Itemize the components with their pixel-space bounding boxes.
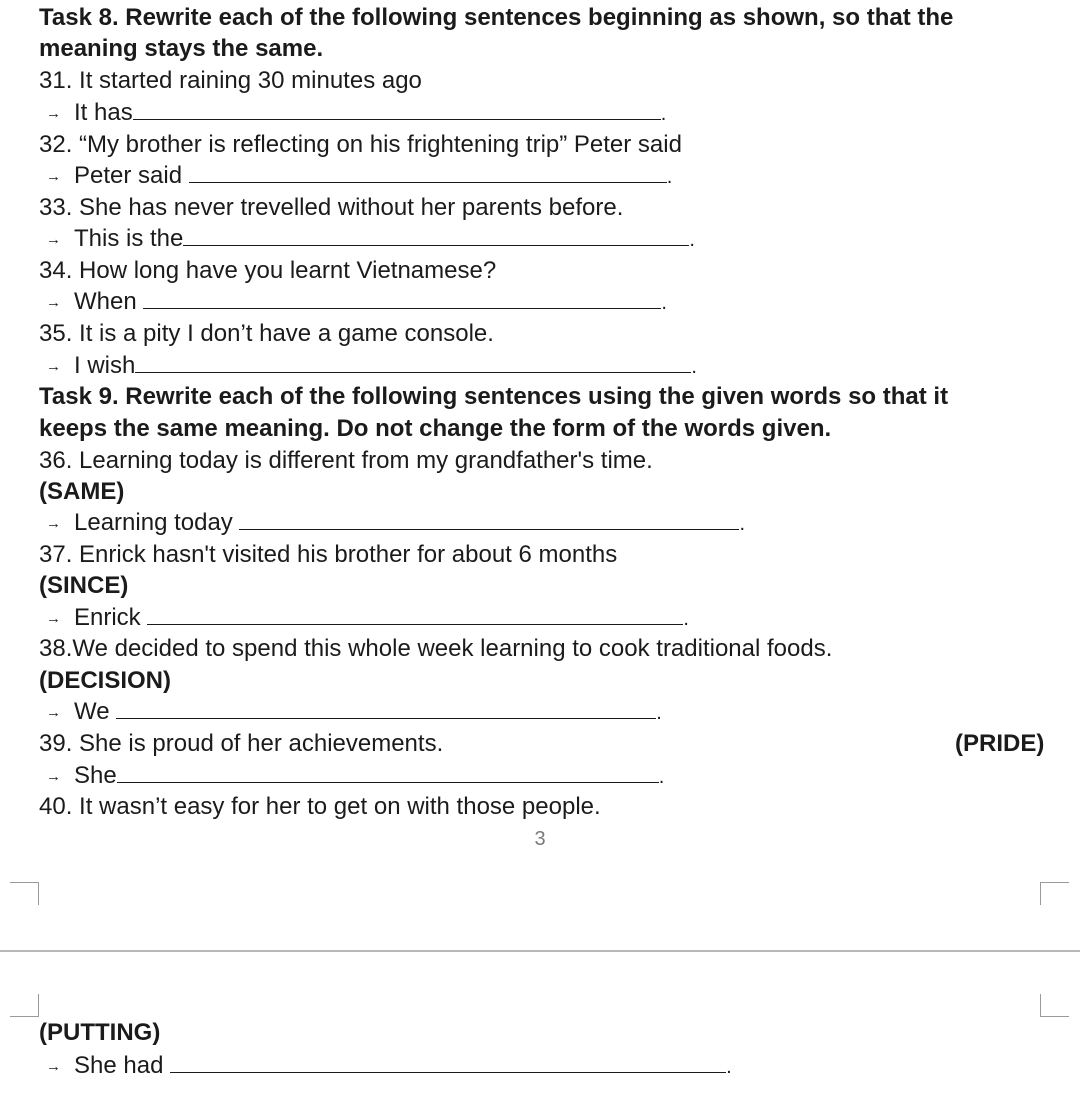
arrow-icon: → bbox=[46, 168, 61, 185]
answer-blank[interactable] bbox=[183, 225, 689, 246]
page-corner-mark bbox=[1040, 882, 1069, 905]
arrow-icon: → bbox=[46, 1058, 61, 1075]
answer-start: She bbox=[74, 762, 117, 789]
question-36: 36. Learning today is different from my grandfather's time. bbox=[39, 447, 653, 474]
arrow-icon: → bbox=[46, 610, 61, 627]
end-dot: . bbox=[726, 1056, 732, 1078]
answer-start: I wish bbox=[74, 352, 136, 379]
end-dot: . bbox=[661, 292, 667, 314]
answer-start: Learning today bbox=[74, 509, 240, 536]
answer-blank[interactable] bbox=[189, 162, 667, 183]
keyword-37: (SINCE) bbox=[39, 572, 129, 599]
task8-heading-line2: meaning stays the same. bbox=[39, 35, 324, 62]
answer-start: It has bbox=[74, 99, 133, 126]
task9-heading-line1: Task 9. Rewrite each of the following sentences using the given words so that it bbox=[39, 383, 949, 410]
answer-line-34 bbox=[46, 286, 667, 319]
answer-start: Peter said bbox=[74, 162, 189, 189]
task9-heading-line2: keeps the same meaning. Do not change the form of the words given. bbox=[39, 415, 832, 442]
keyword-36: (SAME) bbox=[39, 478, 125, 505]
arrow-icon: → bbox=[46, 231, 61, 248]
task8-heading-line1: Task 8. Rewrite each of the following sentences beginning as shown, so that the bbox=[39, 4, 954, 31]
page-corner-mark bbox=[10, 882, 39, 905]
question-40: 40. It wasn’t easy for her to get on with those people. bbox=[39, 793, 601, 820]
end-dot: . bbox=[666, 166, 673, 188]
answer-blank[interactable] bbox=[116, 698, 656, 719]
answer-blank[interactable] bbox=[239, 509, 739, 530]
question-37: 37. Enrick hasn't visited his brother for about 6 months bbox=[39, 541, 618, 568]
keyword-39: (PRIDE) bbox=[955, 730, 1045, 757]
answer-line-35 bbox=[46, 350, 697, 383]
answer-blank[interactable] bbox=[135, 352, 691, 373]
arrow-icon: → bbox=[46, 515, 61, 532]
answer-line-33 bbox=[46, 223, 695, 256]
answer-line-38 bbox=[46, 696, 662, 729]
answer-start: Enrick bbox=[74, 604, 148, 631]
page-break-separator bbox=[0, 950, 1080, 952]
question-34: 34. How long have you learnt Vietnamese? bbox=[39, 257, 497, 284]
end-dot: . bbox=[658, 766, 665, 788]
answer-start: She had bbox=[74, 1052, 171, 1079]
answer-blank[interactable] bbox=[170, 1052, 726, 1073]
end-dot: . bbox=[660, 103, 667, 125]
answer-blank[interactable] bbox=[147, 604, 683, 625]
answer-blank[interactable] bbox=[143, 288, 661, 309]
answer-line-32 bbox=[46, 160, 672, 193]
answer-blank[interactable] bbox=[117, 762, 659, 783]
answer-start: When bbox=[74, 288, 144, 315]
keyword-40: (PUTTING) bbox=[39, 1019, 161, 1046]
arrow-icon: → bbox=[46, 768, 61, 785]
question-32: 32. “My brother is reflecting on his frightening trip” Peter said bbox=[39, 131, 682, 158]
question-38: 38.We decided to spend this whole week learning to cook traditional foods. bbox=[39, 635, 833, 662]
page-number: 3 bbox=[534, 828, 546, 850]
answer-blank[interactable] bbox=[133, 99, 661, 120]
answer-start: This is the bbox=[74, 225, 184, 252]
end-dot: . bbox=[691, 356, 697, 378]
answer-line-31 bbox=[46, 97, 666, 130]
page-corner-mark bbox=[1040, 994, 1069, 1017]
answer-line-37 bbox=[46, 602, 689, 635]
arrow-icon: → bbox=[46, 105, 61, 122]
answer-line-39 bbox=[46, 760, 664, 793]
keyword-38: (DECISION) bbox=[39, 667, 171, 694]
question-39: 39. She is proud of her achievements. bbox=[39, 730, 444, 757]
question-31: 31. It started raining 30 minutes ago bbox=[39, 67, 422, 94]
page-corner-mark bbox=[10, 994, 39, 1017]
question-33: 33. She has never trevelled without her parents before. bbox=[39, 194, 624, 221]
end-dot: . bbox=[656, 702, 662, 724]
arrow-icon: → bbox=[46, 704, 61, 721]
answer-line-36 bbox=[46, 507, 745, 540]
answer-line-40 bbox=[46, 1050, 732, 1083]
answer-start: We bbox=[74, 698, 117, 725]
arrow-icon: → bbox=[46, 358, 61, 375]
end-dot: . bbox=[739, 513, 746, 535]
arrow-icon: → bbox=[46, 294, 61, 311]
question-35: 35. It is a pity I don’t have a game console. bbox=[39, 320, 494, 347]
end-dot: . bbox=[689, 229, 695, 251]
end-dot: . bbox=[683, 608, 689, 630]
